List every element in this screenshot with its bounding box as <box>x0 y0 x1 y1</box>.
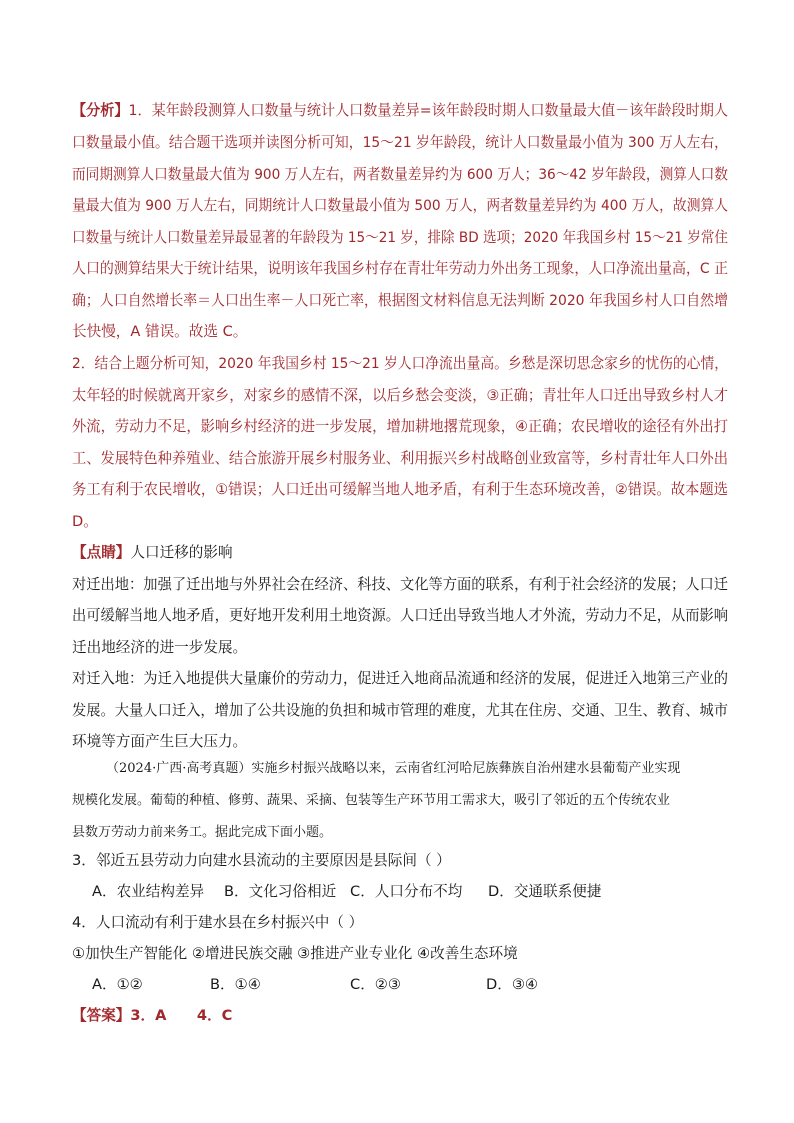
key-point-line-4: 对迁入地：为迁入地提供大量廉价的劳动力，促进迁入地商品流通和经济的发展，促进迁入地第三产业的 <box>72 670 729 687</box>
material-text-1: 实施乡村振兴战略以来，云南省红河哈尼族彝族自治州建水县葡萄产业实现 <box>251 761 681 776</box>
q4-statements: ①加快生产智能化 ②增进民族交融 ③推进产业专业化 ④改善生态环境 <box>72 945 518 962</box>
q2-analysis-line-5: 务工有利于农民增收，①错误；人口迁出可缓解当地人地矛盾，有利于生态环境改善，②错误。故本题选 <box>72 481 729 498</box>
q3-option-c[interactable]: C．人口分布不均 <box>350 883 463 900</box>
q4-option-b[interactable]: B．①④ <box>210 976 261 993</box>
q2-analysis-line-3: 外流，劳动力不足，影响乡村经济的进一步发展，增加耕地撂荒现象，④正确；农民增收的途径有外出打 <box>72 418 729 435</box>
q4-option-d[interactable]: D．③④ <box>486 976 538 993</box>
q3-option-d[interactable]: D．交通联系便捷 <box>488 883 602 900</box>
analysis-line-8: 长快慢，A 错误。故选 C。 <box>72 323 248 340</box>
analysis-line-5: 口数量与统计人口数量差异最显著的年龄段为 15～21 岁，排除 BD 选项；2020 年我国乡村 15～21 岁常住 <box>72 229 728 246</box>
key-point-line-1: 对迁出地：加强了迁出地与外界社会在经济、科技、文化等方面的联系，有利于社会经济的发展；人口迁 <box>72 576 729 593</box>
analysis-line-4: 量最大值为 900 万人左右，同期统计人口数量最小值为 500 万人，两者数量差异约为 400 万人，故测算人 <box>72 197 729 214</box>
q2-analysis-line-4: 工、发展特色种养殖业、结合旅游开展乡村服务业、利用振兴乡村战略创业致富等，乡村青壮年人口外出 <box>72 450 729 467</box>
analysis-line-7: 确；人口自然增长率＝人口出生率－人口死亡率，根据图文材料信息无法判断 2020 年我国乡村人口自然增 <box>72 292 728 309</box>
q3-option-a[interactable]: A．农业结构差异 <box>92 883 205 900</box>
key-point-tag: 【点睛】 <box>72 544 131 561</box>
analysis-line-6: 人口的测算结果大于统计结果，说明该年我国乡村存在青壮年劳动力外出务工现象，人口净流出量高，C 正 <box>72 260 729 277</box>
key-point-line-5: 发展。大量人口迁入，增加了公共设施的负担和城市管理的难度，尤其在住房、交通、卫生、教育、城市 <box>72 702 729 719</box>
q4-option-a[interactable]: A．①② <box>92 976 143 993</box>
material-line-1 <box>106 760 680 778</box>
material-line-3: 县数万劳动力前来务工。据此完成下面小题。 <box>72 825 333 840</box>
q4-option-c[interactable]: C．②③ <box>350 976 401 993</box>
q2-analysis-line-2: 太年轻的时候就离开家乡，对家乡的感情不深，以后乡愁会变淡，③正确；青壮年人口迁出导致乡村人才 <box>72 387 729 404</box>
q3-option-b[interactable]: B．文化习俗相近 <box>224 883 337 900</box>
analysis-text-1: 1．某年龄段测算人口数量与统计人口数量差异=该年龄段时期人口数量最大值－该年龄段时期人 <box>128 102 729 119</box>
analysis-line-1 <box>72 102 728 120</box>
q2-analysis-line-6: D。 <box>72 513 98 530</box>
answer-text: 3．A 4．C <box>130 1007 233 1024</box>
key-point-line-2: 出可缓解当地人地矛盾，更好地开发利用土地资源。人口迁出导致当地人才外流，劳动力不足，从而影响 <box>72 607 729 624</box>
q4-stem: 4．人口流动有利于建水县在乡村振兴中（ ） <box>72 914 364 931</box>
answer-tag: 【答案】 <box>72 1007 131 1024</box>
analysis-line-3: 而同期测算人口数量最大值为 900 万人左右，两者数量差异约为 600 万人；36～42 岁年龄段，测算人口数 <box>72 166 729 183</box>
key-point-title: 人口迁移的影响 <box>130 544 233 561</box>
key-point-heading <box>72 544 233 562</box>
key-point-line-6: 环境等方面产生巨大压力。 <box>72 733 248 750</box>
analysis-tag: 【分析】 <box>72 102 129 119</box>
q3-stem: 3．邻近五县劳动力向建水县流动的主要原因是县际间（ ） <box>72 852 451 869</box>
material-line-2: 规模化发展。葡萄的种植、修剪、蔬果、采摘、包装等生产环节用工需求大，吸引了邻近的五个传统农业 <box>72 793 671 808</box>
key-point-line-3: 迁出地经济的进一步发展。 <box>72 639 248 656</box>
material-source: （2024·广西·高考真题） <box>106 761 252 776</box>
analysis-line-2: 口数量最小值。结合题干选项并读图分析可知，15～21 岁年龄段，统计人口数量最小值为 300 万人左右， <box>72 134 729 151</box>
q2-analysis-line-1: 2．结合上题分析可知，2020 年我国乡村 15～21 岁人口净流出量高。乡愁是深切思念家乡的忧伤的心情， <box>72 355 728 372</box>
answer-line <box>72 1007 232 1025</box>
